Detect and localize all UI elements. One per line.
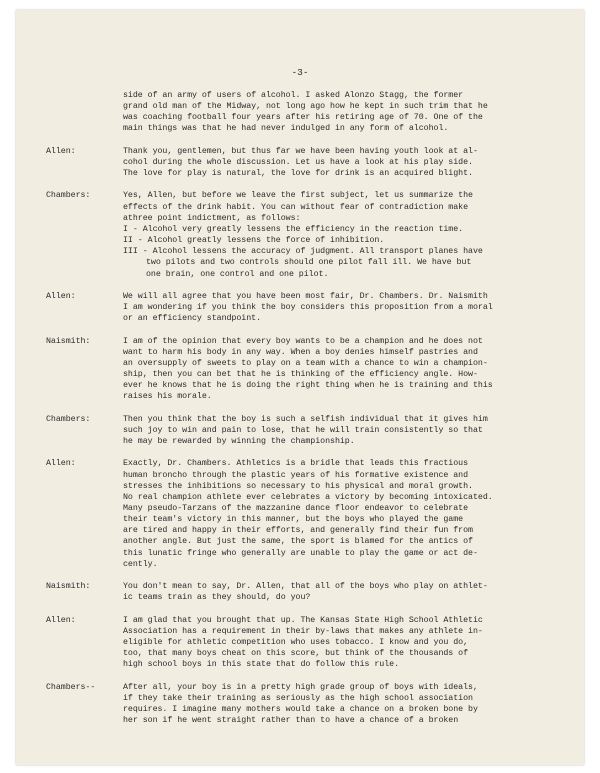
- speaker-label: Chambers:: [46, 191, 91, 201]
- text-line: main things was that he had never indulged in any form of alcohol.: [123, 124, 449, 134]
- dialogue-entry: [46, 291, 556, 324]
- speech-text: [123, 615, 556, 671]
- text-line: human broncho through the plastic years of his formative existence and: [123, 470, 469, 480]
- speaker-label: [46, 90, 123, 135]
- text-line: such joy to win and pain to lose, that he will train consistently so that: [123, 425, 483, 435]
- text-line: two pilots and two controls should one pilot fall ill. We have but: [146, 258, 472, 268]
- speech-text: [123, 581, 556, 603]
- text-line: one brain, one control and one pilot.: [146, 269, 329, 279]
- dialogue-entry: [46, 581, 556, 603]
- speech-text: [123, 682, 556, 727]
- dialogue-entry: [46, 190, 556, 279]
- text-line: want to harm his body in any way. When a boy denies himself pastries and: [123, 347, 478, 357]
- text-line: he may be rewarded by winning the championship.: [123, 437, 355, 446]
- text-line: requires. I imagine many mothers would take a chance on a broken bone by: [123, 704, 478, 714]
- text-line: Many pseudo-Tarzans of the mazzanine dance floor endeavor to celebrate: [123, 503, 469, 513]
- speaker-label: Allen:: [46, 615, 76, 625]
- transcript-body: [46, 90, 556, 737]
- text-line: raises his morale.: [123, 392, 212, 402]
- text-line: Association has a requirement in their by-laws that makes any athlete in-: [123, 626, 483, 636]
- text-line: Thank you, gentlemen, but thus far we have been having youth look at al-: [123, 146, 478, 156]
- text-line: Exactly, Dr. Chambers. Athletics is a bridle that leads this fractious: [123, 459, 469, 469]
- dialogue-entry: [46, 458, 556, 570]
- text-line: ever he knows that he is doing the right thing when he is training and this: [123, 381, 493, 391]
- text-line: ship, then you can bet that he is thinking of the efficiency angle. How-: [123, 370, 478, 380]
- speaker-label: Chambers:: [46, 414, 91, 424]
- text-line: high school boys in this state that do follow this rule.: [123, 660, 400, 670]
- text-line: if they take their training as seriously as the high school association: [123, 693, 473, 703]
- speech-text: [123, 414, 556, 447]
- dialogue-entry: [46, 682, 556, 727]
- text-line: No real champion athlete ever celebrates a victory by becoming intoxicated.: [123, 492, 493, 502]
- text-line: II - Alcohol greatly lessens the force of inhibition.: [123, 236, 385, 246]
- text-line: I am of the opinion that every boy wants to be a champion and he does not: [123, 336, 483, 346]
- dialogue-entry: [46, 336, 556, 403]
- speaker-label: Allen:: [46, 146, 76, 156]
- page-number: -3-: [291, 67, 309, 78]
- text-line: was coaching football four years after his retiring age of 70. One of the: [123, 113, 483, 123]
- text-line: grand old man of the Midway, not long ago how he kept in such trim that he: [123, 102, 488, 112]
- speech-text: [123, 190, 556, 279]
- text-line: After all, your boy is in a pretty high grade group of boys with ideals,: [123, 682, 478, 692]
- speaker-label: Allen:: [46, 459, 76, 469]
- text-line: effects of the drink habit. You can without fear of contradiction make: [123, 202, 469, 212]
- dialogue-entry: [46, 90, 556, 135]
- speaker-label: Chambers--: [46, 682, 96, 692]
- text-line: The love for play is natural, the love for drink is an acquired blight.: [123, 169, 473, 179]
- text-line: eligible for athletic competition who uses tobacco. I know and you do,: [123, 637, 469, 647]
- text-line: cohol during the whole discussion. Let us have a look at his play side.: [123, 157, 473, 167]
- text-line: or an efficiency standpoint.: [123, 314, 262, 324]
- dialogue-entry: [46, 615, 556, 671]
- text-line: Then you think that the boy is such a selfish individual that it gives him: [123, 414, 488, 424]
- text-line: I am glad that you brought that up. The Kansas State High School Athletic: [123, 615, 483, 625]
- text-line: I am wondering if you think the boy considers this proposition from a moral: [123, 303, 493, 313]
- text-line: stresses the inhibitions so necessary to his physical and moral growth.: [123, 481, 473, 491]
- text-line: another angle. But just the same, the sport is blamed for the antics of: [123, 537, 473, 547]
- speaker-label: Naismith:: [46, 336, 91, 346]
- text-line: You don't mean to say, Dr. Allen, that all of the boys who play on athlet-: [123, 582, 488, 592]
- text-line: side of an army of users of alcohol. I asked Alonzo Stagg, the former: [123, 91, 464, 100]
- text-line: I - Alcohol very greatly lessens the efficiency in the reaction time.: [123, 224, 464, 234]
- text-line: an oversupply of sweets to play on a team with a chance to win a champion-: [123, 358, 488, 368]
- speech-text: [123, 336, 556, 403]
- speech-text: [123, 90, 556, 135]
- text-line: We will all agree that you have been most fair, Dr. Chambers. Dr. Naismith: [123, 291, 488, 301]
- speaker-label: Naismith:: [46, 582, 91, 592]
- text-line: Yes, Allen, but before we leave the first subject, let us summarize the: [123, 191, 473, 201]
- text-line: are tired and happy in their efforts, and generally find their fun from: [123, 526, 473, 536]
- text-line: cently.: [123, 559, 158, 569]
- dialogue-entry: [46, 414, 556, 447]
- document-page: [16, 10, 584, 765]
- text-line: too, that many boys cheat on this score, but think of the thousands of: [123, 649, 469, 659]
- text-line: III - Alcohol lessens the accuracy of judgment. All transport planes have: [123, 247, 483, 257]
- text-line: their team's victory in this manner, but the boys who played the game: [123, 515, 464, 525]
- speech-text: [123, 146, 556, 179]
- text-line: athree point indictment, as follows:: [123, 213, 301, 223]
- speaker-label: Allen:: [46, 291, 76, 301]
- text-line: this lunatic fringe who generally are unable to play the game or act de-: [123, 548, 478, 558]
- speech-text: [123, 291, 556, 324]
- text-line: her son if he went straight rather than to have a chance of a broken: [123, 716, 459, 726]
- dialogue-entry: [46, 146, 556, 179]
- text-line: ic teams train as they should, do you?: [123, 593, 311, 603]
- speech-text: [123, 458, 556, 570]
